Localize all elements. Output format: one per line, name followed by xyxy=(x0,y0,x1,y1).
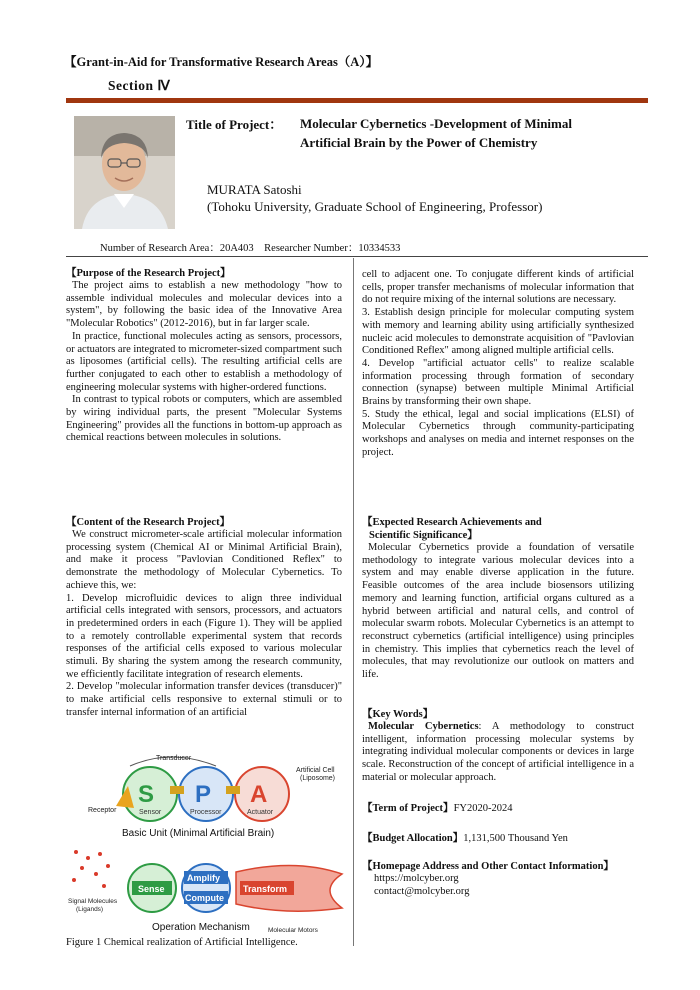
homepage-link[interactable]: https://molcyber.org xyxy=(374,873,459,884)
fig-molecular-motors-label: Molecular Motors xyxy=(268,927,318,934)
fig-sense-label: Sense xyxy=(138,884,165,894)
header-rule xyxy=(66,98,648,103)
fig-liposome-label: (Liposome) xyxy=(300,775,336,782)
investigator-affiliation: (Tohoku University, Graduate School of Engineering, Professor) xyxy=(207,199,543,214)
fig-amplify-label: Amplify xyxy=(187,873,221,883)
content-item-1: 1. Develop microfluidic devices to align three individual artificial cells integrated with sensors, processors, and actuators in predetermined orders in each (Figure 1). They will be applied to a remotely controllable experimental system that records responses of the artificial cells exposed to various molecular stimuli. By sharing the system among the research community, we efficiently facilitate integration of research elements. xyxy=(66,592,342,680)
figure-1 xyxy=(66,748,346,938)
keywords-heading: 【Key Words】 xyxy=(362,709,434,720)
content-intro: We construct micrometer-scale artificial molecular information processing system (Chemical AI or Minimal Artificial Brain), and make it process "Pavlovian Conditioned Reflex" to demonstrate the methodology of Molecular Cybernetics. To achieve this, we: xyxy=(66,529,342,591)
budget-section xyxy=(362,832,634,846)
title-label: Title of Project： xyxy=(186,117,283,132)
purpose-paragraph-3: In contrast to typical robots or computers, which are assembled by wiring individual parts, the present "Molecular Systems Engineering" provides all the functions in bottom-up approach as chemical reactions between molecules in solutions. xyxy=(66,394,342,444)
content-item-5: 5. Study the ethical, legal and social implications (ELSI) of Molecular Cybernetics through community-participating workshops and analyses on media and internet responses on the project. xyxy=(362,408,634,458)
purpose-section xyxy=(66,267,342,445)
keyword-term: Molecular Cybernetics xyxy=(368,721,479,732)
project-title xyxy=(300,114,630,152)
budget-value: 1,131,500 Thousand Yen xyxy=(463,833,568,844)
transducer-icon xyxy=(170,786,184,794)
divider xyxy=(66,256,648,257)
figure-caption: Figure 1 Chemical realization of Artificial Intelligence. xyxy=(66,937,298,948)
fig-compute-label: Compute xyxy=(185,893,224,903)
fig-transducer-label: Transducer xyxy=(156,755,192,762)
fig-signal-molecules-label: Signal Molecules xyxy=(68,898,118,905)
investigator-name: MURATA Satoshi xyxy=(207,182,302,197)
fig-sensor-label: Sensor xyxy=(139,809,162,816)
contact-email[interactable]: contact@molcyber.org xyxy=(374,885,470,897)
fig-s-letter: S xyxy=(138,781,155,808)
fig-receptor-label: Receptor xyxy=(88,807,117,814)
achievements-body: Molecular Cybernetics provide a foundation of versatile methodology to integrate various molecular devices into a system and may enable diverse application in the future. Feasible outcomes of the area include biosensors utilizing memory and learning function, artificial organs cultured as a hybrid between artificial and natural cells, and control of molecular swarm robots. Molecular Cybernetics is an attempt to reconstruct cybernetics (artificial intelligence) using principles in chemistry. This implies that cybernetics reach the level of molecules, that may revolutionize our outlook on matters and life. xyxy=(362,542,634,681)
section-label: Section Ⅳ xyxy=(108,78,171,93)
fig-a-letter: A xyxy=(250,781,268,808)
fig-basic-unit-label: Basic Unit (Minimal Artificial Brain) xyxy=(122,828,275,839)
contact-section xyxy=(362,860,634,898)
content-section xyxy=(66,516,342,720)
achievements-section xyxy=(362,516,634,682)
contact-heading: 【Homepage Address and Other Contact Information】 xyxy=(362,861,614,872)
fig-actuator-label: Actuator xyxy=(247,809,274,816)
purpose-paragraph-2: In practice, functional molecules acting as sensors, processors, or actuators are integrated to micrometer-sized compartment such as liposomes (artificial cells). The resulting artificial cells are further conjugated to each other to establish a methodology of engineering molecular systems with higher-ordered functions. xyxy=(66,330,342,393)
signal-molecules-icon xyxy=(72,850,110,888)
fig-transform-label: Transform xyxy=(243,884,288,894)
purpose-paragraph-1: The project aims to establish a new methodology "how to assemble individual molecules and molecular devices into a system", by following the basic idea of the Innovative Area "Molecular Robotics" (2012-2016), but in far larger scale. xyxy=(66,280,342,330)
content-item-3: 3. Establish design principle for molecular computing system with memory and learning ability using artificially synthesized nucleic acid molecules to demonstrate acquisition of "Pavlovian Conditioned Reflex" among aligned multiple artificial cells. xyxy=(362,307,634,357)
content-continued xyxy=(362,269,634,460)
fig-processor-label: Processor xyxy=(190,809,222,816)
investigator-photo xyxy=(74,116,175,229)
content-item-2-start: 2. Develop "molecular information transfer devices (transducer)" to make artificial cells responsive to external stimuli or to transfer internal information of an artificial xyxy=(66,681,342,718)
fig-p-letter: P xyxy=(195,781,212,808)
content-item-2-end: cell to adjacent one. To conjugate different kinds of artificial cells, proper transfer mechanisms of molecular information that do not require mixing of the internal solutions are necessary. xyxy=(362,269,634,306)
transducer-icon-2 xyxy=(226,786,240,794)
fig-ligands-label: (Ligands) xyxy=(76,906,104,913)
term-section xyxy=(362,802,634,816)
fig-artificial-cell-label: Artificial Cell xyxy=(296,767,335,774)
fig-operation-mechanism-label: Operation Mechanism xyxy=(152,922,250,933)
term-value: FY2020-2024 xyxy=(453,803,513,814)
project-title-line2: Artificial Brain by the Power of Chemistry xyxy=(300,135,538,150)
purpose-heading: 【Purpose of the Research Project】 xyxy=(66,268,231,279)
content-item-4: 4. Develop "artificial actuator cells" to realize scalable information processing through formation of secondary connection (synapse) between multiple Minimal Artificial Brains by transforming their own shape. xyxy=(362,357,634,408)
budget-heading: 【Budget Allocation】 xyxy=(362,833,464,844)
keywords-section xyxy=(362,708,634,785)
term-heading: 【Term of Project】 xyxy=(362,803,454,814)
content-heading: 【Content of the Research Project】 xyxy=(66,517,231,528)
project-title-line1: Molecular Cybernetics -Development of Minimal xyxy=(300,116,572,131)
keyword-definition: : A methodology to construct intelligent, information processing molecular systems by integrating individual molecular components or devices in large scale. Reconstruction of the concept of artificial intelligence in a material or molecular approach. xyxy=(362,721,634,783)
achievements-heading-line2: Scientific Significance】 xyxy=(369,530,478,541)
achievements-heading-line1: 【Expected Research Achievements and xyxy=(362,517,542,528)
column-divider xyxy=(353,258,354,946)
program-header: 【Grant-in-Aid for Transformative Research Areas（A）】 xyxy=(64,55,379,69)
keywords-body xyxy=(362,721,634,785)
research-numbers: Number of Research Area：20A403 Researcher Number：10334533 xyxy=(100,243,401,254)
